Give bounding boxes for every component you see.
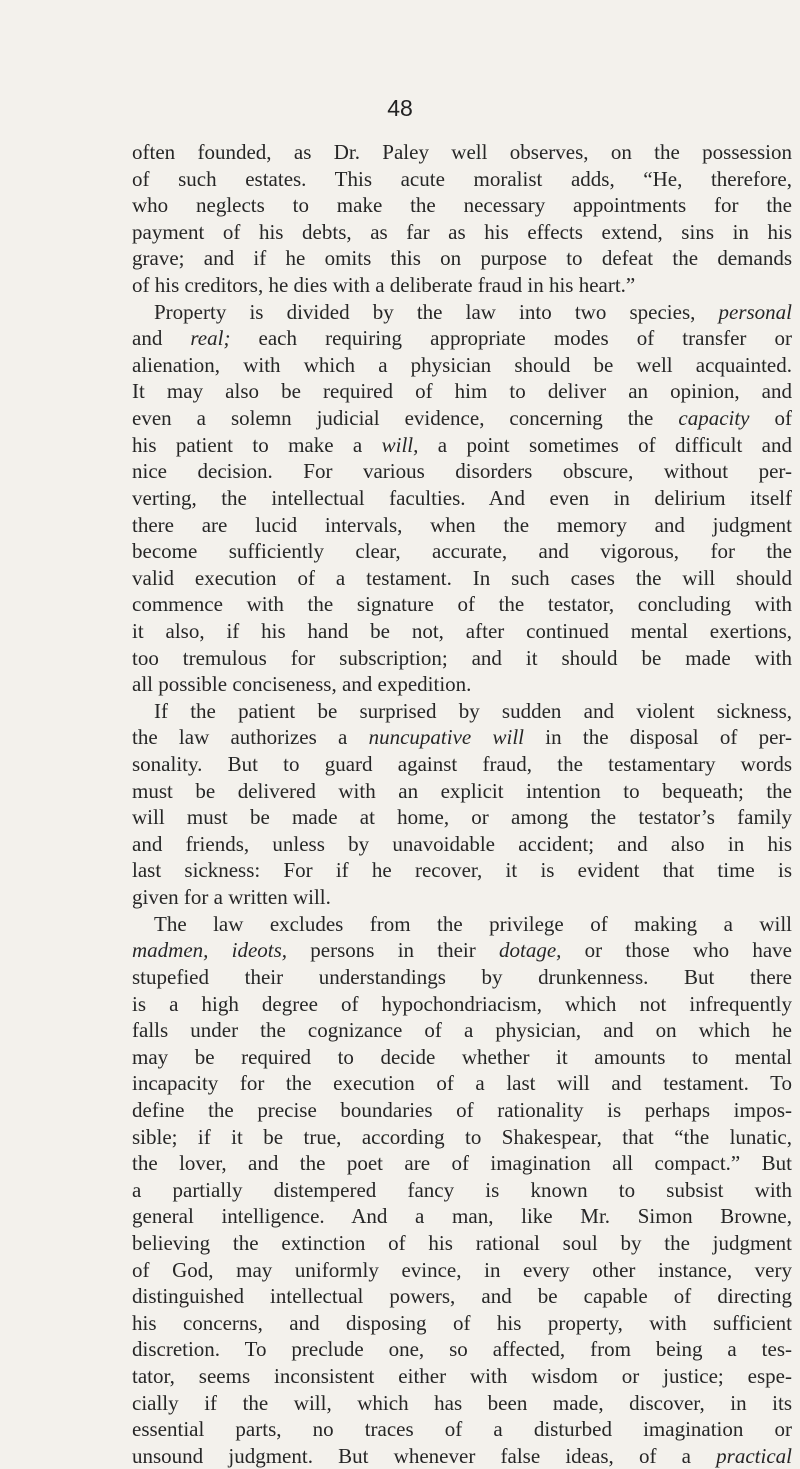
text-segment: believing the extinction of his rational soul by the judgment <box>132 1230 792 1255</box>
text-line <box>132 512 792 539</box>
text-segment: in the disposal of per- <box>524 725 792 750</box>
text-segment: each requiring appropriate modes of transfer or <box>230 326 792 351</box>
italic-text-segment: will, <box>381 432 419 457</box>
text-line <box>132 1310 792 1337</box>
text-line <box>132 991 792 1018</box>
text-line <box>132 618 792 645</box>
text-line <box>132 671 792 698</box>
text-segment: payment of his debts, as far as his effects extend, sins in his <box>132 219 792 244</box>
text-segment: tator, seems inconsistent either with wisdom or justice; espe- <box>132 1364 792 1389</box>
text-segment: unsound judgment. But whenever false ideas, of a <box>132 1443 717 1468</box>
text-line <box>132 245 792 272</box>
text-segment: valid execution of a testament. In such cases the will should <box>132 565 792 590</box>
text-segment: cially if the will, which has been made, discover, in its <box>132 1390 792 1415</box>
text-segment: sonality. But to guard against fraud, the testamentary words <box>132 752 792 777</box>
text-line <box>132 219 792 246</box>
text-line <box>132 1017 792 1044</box>
text-segment: of his creditors, he dies with a deliberate fraud in his heart.” <box>132 273 636 298</box>
text-segment: of God, may uniformly evince, in every other instance, very <box>132 1257 792 1282</box>
text-line <box>132 1390 792 1417</box>
text-line <box>132 565 792 592</box>
text-segment: general intelligence. And a man, like Mr. Simon Browne, <box>132 1204 792 1229</box>
text-segment: must be delivered with an explicit intention to bequeath; the <box>132 778 792 803</box>
text-line <box>132 1070 792 1097</box>
text-line <box>132 1124 792 1151</box>
text-line <box>132 166 792 193</box>
text-segment: it also, if his hand be not, after continued mental exertions, <box>132 618 792 643</box>
text-segment: alienation, with which a physician should be well acquainted. <box>132 352 792 377</box>
text-segment: It may also be required of him to deliver an opinion, and <box>132 379 792 404</box>
text-line <box>132 1283 792 1310</box>
text-segment: too tremulous for subscription; and it should be made with <box>132 645 792 670</box>
text-segment: his concerns, and disposing of his property, with sufficient <box>132 1310 792 1335</box>
text-line <box>132 485 792 512</box>
text-segment: last sickness: For if he recover, it is evident that time is <box>132 858 792 883</box>
text-segment: Property is divided by the law into two species, <box>154 299 719 324</box>
text-segment: incapacity for the execution of a last will and testament. To <box>132 1071 792 1096</box>
text-segment: may be required to decide whether it amounts to mental <box>132 1044 792 1069</box>
text-segment: will must be made at home, or among the testator’s family <box>132 805 792 830</box>
italic-text-segment: practical <box>716 1443 792 1468</box>
text-line <box>132 1336 792 1363</box>
text-line <box>132 1044 792 1071</box>
text-segment: nice decision. For various disorders obscure, without per- <box>132 459 792 484</box>
text-segment: who neglects to make the necessary appointments for the <box>132 193 792 218</box>
italic-text-segment: personal <box>718 299 792 324</box>
text-segment: given for a written will. <box>132 885 331 910</box>
text-segment: define the precise boundaries of rationality is perhaps impos- <box>132 1097 792 1122</box>
text-line <box>132 751 792 778</box>
text-line <box>132 857 792 884</box>
text-line <box>132 1363 792 1390</box>
text-segment: falls under the cognizance of a physician, and on which he <box>132 1018 792 1043</box>
text-segment: sible; if it be true, according to Shakespear, that “the lunatic, <box>132 1124 792 1149</box>
text-segment: and <box>132 326 191 351</box>
text-line <box>132 139 792 166</box>
text-segment: of <box>749 406 793 431</box>
italic-text-segment: madmen, ideots, <box>132 938 288 963</box>
text-line <box>132 911 792 938</box>
text-line <box>132 778 792 805</box>
text-line <box>132 724 792 751</box>
text-line <box>132 937 792 964</box>
text-segment: distinguished intellectual powers, and be capable of directing <box>132 1284 792 1309</box>
text-line <box>132 831 792 858</box>
text-line <box>132 432 792 459</box>
text-line <box>132 352 792 379</box>
text-line <box>132 1416 792 1443</box>
text-segment: grave; and if he omits this on purpose to defeat the demands <box>132 246 792 271</box>
text-segment: all possible conciseness, and expedition. <box>132 672 472 697</box>
text-segment: often founded, as Dr. Paley well observes, on the possession <box>132 140 792 164</box>
text-line <box>132 405 792 432</box>
text-line <box>132 1097 792 1124</box>
text-segment: persons in their <box>287 938 499 963</box>
text-line <box>132 1203 792 1230</box>
text-segment: discretion. To preclude one, so affected, from being a tes- <box>132 1337 792 1362</box>
text-segment: commence with the signature of the testator, concluding with <box>132 592 792 617</box>
text-segment: stupefied their understandings by drunkenness. But there <box>132 964 792 989</box>
text-segment: essential parts, no traces of a disturbed imagination or <box>132 1417 792 1442</box>
text-segment: become sufficiently clear, accurate, and vigorous, for the <box>132 539 792 564</box>
text-segment: a point sometimes of difficult and <box>418 432 792 457</box>
text-line <box>132 538 792 565</box>
text-line <box>132 1230 792 1257</box>
text-segment: the law authorizes a <box>132 725 369 750</box>
page-number: 48 <box>387 95 413 121</box>
italic-text-segment: nuncupative will <box>368 725 525 750</box>
text-line <box>132 378 792 405</box>
text-segment: and friends, unless by unavoidable accident; and also in his <box>132 831 792 856</box>
text-line <box>132 1177 792 1204</box>
text-line <box>132 698 792 725</box>
text-segment: there are lucid intervals, when the memory and judgment <box>132 512 792 537</box>
italic-text-segment: dotage, <box>499 938 562 963</box>
text-line <box>132 591 792 618</box>
text-line <box>132 1150 792 1177</box>
text-line <box>132 458 792 485</box>
italic-text-segment: capacity <box>678 406 750 431</box>
text-segment: is a high degree of hypochondriacism, which not infrequently <box>132 991 792 1016</box>
body-text <box>132 139 792 1469</box>
text-segment: a partially distempered fancy is known to subsist with <box>132 1177 792 1202</box>
text-line <box>132 192 792 219</box>
text-line <box>132 645 792 672</box>
text-line <box>132 299 792 326</box>
text-segment: verting, the intellectual faculties. And even in delirium itself <box>132 485 792 510</box>
text-segment: even a solemn judicial evidence, concerning the <box>132 406 679 431</box>
text-segment: If the patient be surprised by sudden and violent sickness, <box>154 698 792 723</box>
text-segment: his patient to make a <box>132 432 382 457</box>
text-line <box>132 964 792 991</box>
text-segment: The law excludes from the privilege of making a will <box>154 911 792 936</box>
text-line <box>132 1257 792 1284</box>
text-segment: the lover, and the poet are of imagination all compact.” But <box>132 1151 792 1176</box>
text-line <box>132 804 792 831</box>
text-line <box>132 272 792 299</box>
italic-text-segment: real; <box>190 326 231 351</box>
text-line <box>132 1443 792 1469</box>
text-segment: of such estates. This acute moralist adds, “He, therefore, <box>132 166 792 191</box>
text-segment: or those who have <box>561 938 792 963</box>
text-line <box>132 325 792 352</box>
text-line <box>132 884 792 911</box>
